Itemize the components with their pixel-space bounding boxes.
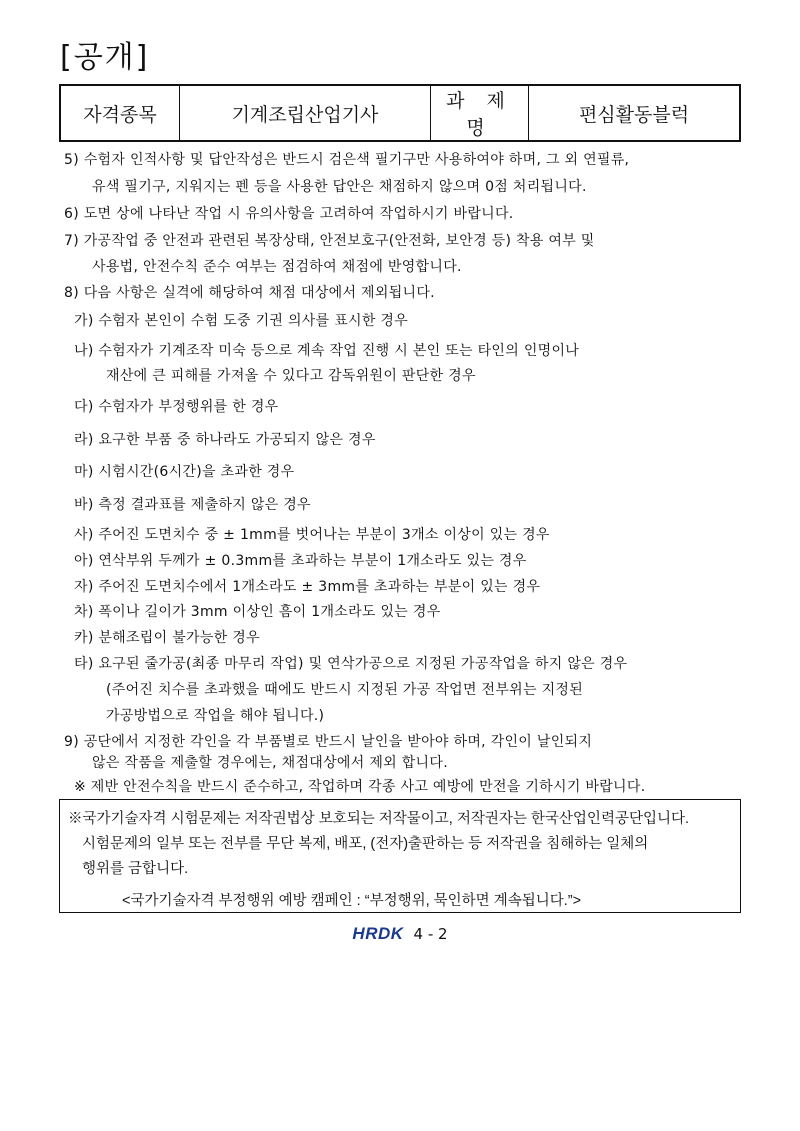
instruction-line: 8) 다음 사항은 실격에 해당하여 채점 대상에서 제외됩니다. bbox=[64, 285, 435, 301]
instruction-line: 않은 작품을 제출할 경우에는, 채점대상에서 제외 합니다. bbox=[92, 755, 448, 771]
hrdk-logo: HRDK bbox=[352, 924, 404, 943]
copyright-notice-line: ※국가기술자격 시험문제는 저작권법상 보호되는 저작물이고, 저작권자는 한국산업인력공단입니다. bbox=[68, 811, 690, 827]
instruction-line: 자) 주어진 도면치수에서 1개소라도 ± 3mm를 초과하는 부분이 있는 경우 bbox=[74, 579, 541, 595]
exam-header-table bbox=[59, 84, 741, 142]
task-label: 과 제 명 bbox=[431, 85, 529, 141]
instruction-line: 7) 가공작업 중 안전과 관련된 복장상태, 안전보호구(안전화, 보안경 등) 착용 여부 및 bbox=[64, 233, 595, 249]
page-footer bbox=[0, 924, 800, 944]
instruction-line: 5) 수험자 인적사항 및 답안작성은 반드시 검은색 필기구만 사용하여야 하며, 그 외 연필류, bbox=[64, 152, 630, 168]
instruction-line: 나) 수험자가 기계조작 미숙 등으로 계속 작업 진행 시 본인 또는 타인의 인명이나 bbox=[74, 343, 580, 359]
public-label: [공개] bbox=[60, 40, 150, 75]
campaign-text: <국가기술자격 부정행위 예방 캠페인 : “부정행위, 묵인하면 계속됩니다.”> bbox=[122, 893, 582, 909]
instruction-line: 카) 분해조립이 불가능한 경우 bbox=[74, 630, 260, 646]
instruction-line: 사) 주어진 도면치수 중 ± 1mm를 벗어나는 부분이 3개소 이상이 있는 경우 bbox=[74, 527, 550, 543]
instruction-line: 9) 공단에서 지정한 각인을 각 부품별로 반드시 날인을 받아야 하며, 각인이 날인되지 bbox=[64, 734, 593, 750]
instruction-line: 라) 요구한 부품 중 하나라도 가공되지 않은 경우 bbox=[74, 432, 376, 448]
field-label: 자격종목 bbox=[60, 85, 180, 141]
task-value: 편심활동블럭 bbox=[529, 85, 741, 141]
instruction-line: 바) 측정 결과표를 제출하지 않은 경우 bbox=[74, 497, 311, 513]
instruction-line: 가공방법으로 작업을 해야 됩니다.) bbox=[106, 708, 325, 724]
instruction-line: 아) 연삭부위 두께가 ± 0.3mm를 초과하는 부분이 1개소라도 있는 경우 bbox=[74, 553, 527, 569]
instruction-line: 재산에 큰 피해를 가져올 수 있다고 감독위원이 판단한 경우 bbox=[106, 368, 476, 384]
instruction-line: 마) 시험시간(6시간)을 초과한 경우 bbox=[74, 464, 295, 480]
instruction-line: 6) 도면 상에 나타난 작업 시 유의사항을 고려하여 작업하시기 바랍니다. bbox=[64, 206, 514, 222]
instruction-line: 가) 수험자 본인이 수험 도중 기권 의사를 표시한 경우 bbox=[74, 313, 409, 329]
field-value: 기계조립산업기사 bbox=[180, 85, 431, 141]
copyright-notice-line: 시험문제의 일부 또는 전부를 무단 복제, 배포, (전자)출판하는 등 저작권을 침해하는 일체의 bbox=[82, 836, 649, 852]
instruction-line: 다) 수험자가 부정행위를 한 경우 bbox=[74, 399, 279, 415]
instruction-line: 사용법, 안전수칙 준수 여부는 점검하여 채점에 반영합니다. bbox=[92, 259, 462, 275]
instruction-line: 차) 폭이나 길이가 3mm 이상인 흠이 1개소라도 있는 경우 bbox=[74, 604, 441, 620]
instruction-line: ※ 제반 안전수칙을 반드시 준수하고, 작업하며 각종 사고 예방에 만전을 기하시기 바랍니다. bbox=[74, 779, 646, 795]
instruction-line: (주어진 치수를 초과했을 때에도 반드시 지정된 가공 작업면 전부위는 지정된 bbox=[106, 682, 584, 698]
copyright-notice-line: 행위를 금합니다. bbox=[82, 861, 189, 877]
copyright-notice-box bbox=[59, 799, 741, 913]
instruction-line: 타) 요구된 줄가공(최종 마무리 작업) 및 연삭가공으로 지정된 가공작업을 하지 않은 경우 bbox=[74, 656, 628, 672]
instruction-line: 유색 필기구, 지워지는 펜 등을 사용한 답안은 채점하지 않으며 0점 처리됩니다. bbox=[92, 179, 587, 195]
page-number: 4 - 2 bbox=[413, 925, 448, 943]
